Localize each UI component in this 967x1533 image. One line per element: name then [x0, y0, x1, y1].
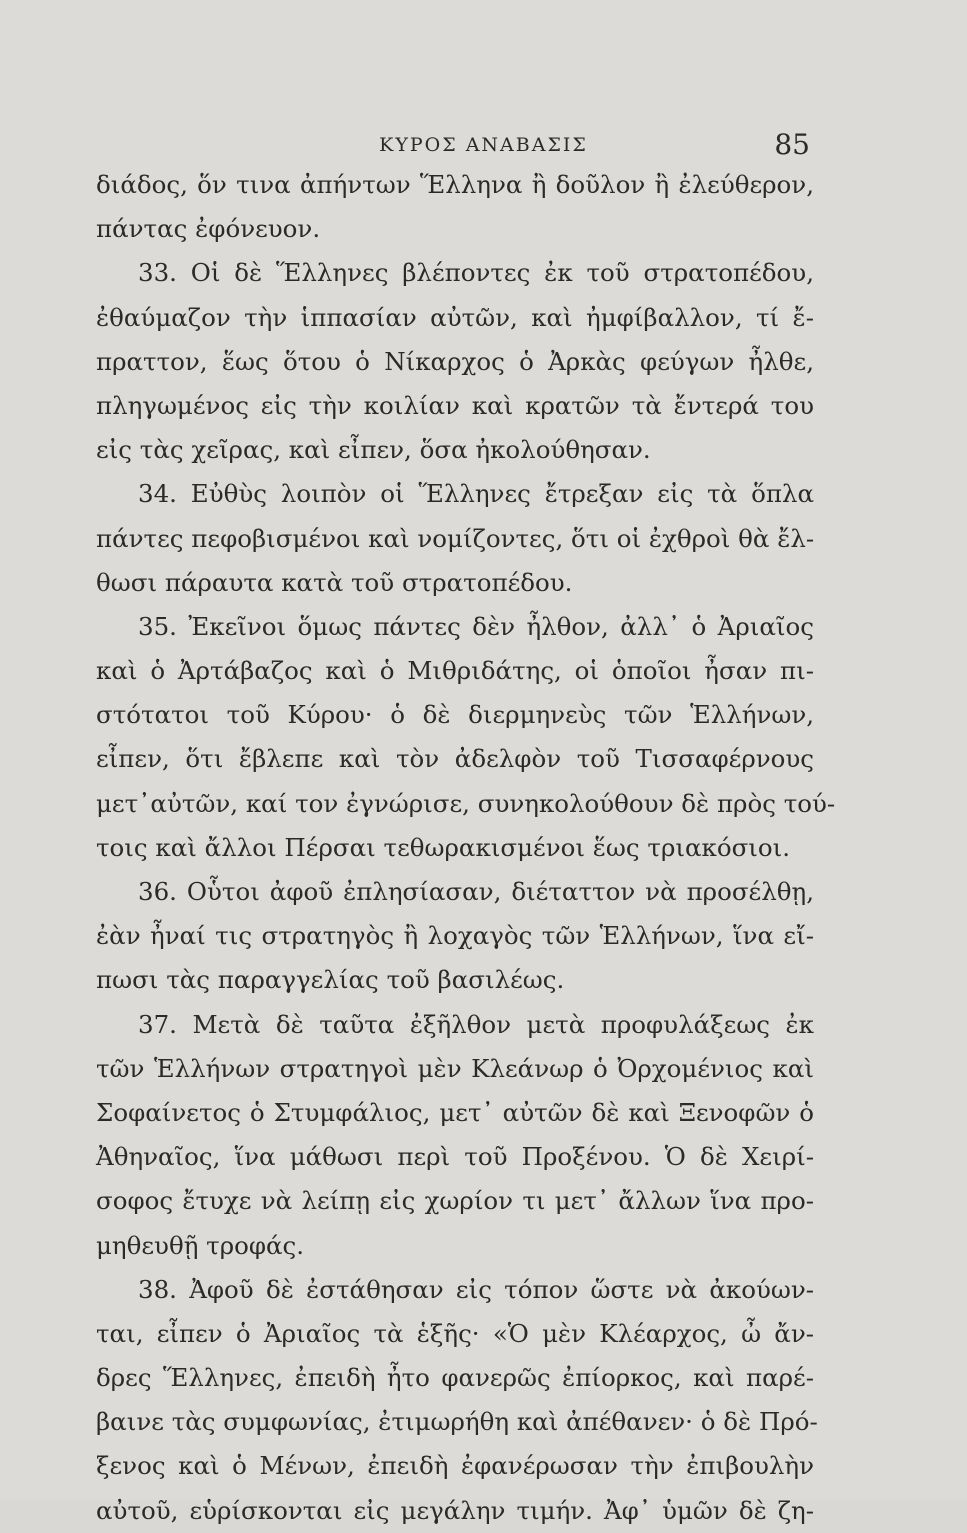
text-line: ται, εἶπεν ὁ Ἀριαῖος τὰ ἑξῆς· «Ὁ μὲν Κλέαρχος, ὦ ἄν- [96, 1318, 814, 1348]
text-line: διάδος, ὅν τινα ἀπήντων Ἕλληνα ἢ δοῦλον ἢ ἐλεύθερον, [96, 170, 814, 199]
text-line: τῶν Ἑλλήνων στρατηγοὶ μὲν Κλεάνωρ ὁ Ὀρχομένιος καὶ [96, 1053, 814, 1083]
text-line: στότατοι τοῦ Κύρου· ὁ δὲ διερμηνεὺς τῶν Ἑλλήνων, [96, 700, 814, 730]
paragraph-38-start: 38. Ἀφοῦ δὲ ἐστάθησαν εἰς τόπον ὥστε νὰ ἀκούων- [138, 1274, 814, 1304]
paragraph-34-start: 34. Εὐθὺς λοιπὸν οἱ Ἕλληνες ἔτρεξαν εἰς τὰ ὅπλα [138, 479, 814, 509]
text-line: ξενος καὶ ὁ Μένων, ἐπειδὴ ἐφανέρωσαν τὴν ἐπιβουλὴν [96, 1451, 814, 1481]
text-line: πραττον, ἕως ὅτου ὁ Νίκαρχος ὁ Ἀρκὰς φεύγων ἦλθε, [96, 346, 814, 376]
body-text [96, 163, 836, 1533]
text-line: εἶπεν, ὅτι ἔβλεπε καὶ τὸν ἀδελφὸν τοῦ Τισσαφέρνους [96, 744, 814, 774]
text-line: πάντας ἐφόνευον. [96, 214, 321, 244]
text-line: βαινε τὰς συμφωνίας, ἐτιμωρήθη καὶ ἀπέθανεν· ὁ δὲ Πρό- [96, 1407, 818, 1437]
text-line: Σοφαίνετος ὁ Στυμφάλιος, μετ᾽ αὐτῶν δὲ καὶ Ξενοφῶν ὁ [96, 1097, 814, 1127]
text-line: μηθευθῇ τροφάς. [96, 1230, 305, 1260]
text-line: θωσι πάραυτα κατὰ τοῦ στρατοπέδου. [96, 567, 573, 597]
text-line: τοις καὶ ἄλλοι Πέρσαι τεθωρακισμένοι ἕως τριακόσιοι. [96, 832, 791, 862]
text-line: δρες Ἕλληνες, ἐπειδὴ ἦτο φανερῶς ἐπίορκος, καὶ παρέ- [96, 1363, 814, 1393]
text-line: πάντες πεφοβισμένοι καὶ νομίζοντες, ὅτι οἱ ἐχθροὶ θὰ ἔλ- [96, 523, 815, 553]
text-line: καὶ ὁ Ἀρτάβαζος καὶ ὁ Μιθριδάτης, οἱ ὁποῖοι ἦσαν πι- [96, 656, 814, 686]
text-line: μετ᾽αὐτῶν, καί τον ἐγνώρισε, συνηκολούθουν δὲ πρὸς τού- [96, 788, 836, 818]
text-line: πληγωμένος εἰς τὴν κοιλίαν καὶ κρατῶν τὰ ἔντερά του [96, 390, 814, 420]
running-title: ΚΥΡΟΣ ΑΝΑΒΑΣΙΣ [379, 134, 588, 156]
text-line: πωσι τὰς παραγγελίας τοῦ βασιλέως. [96, 965, 565, 995]
paragraph-35-start: 35. Ἐκεῖνοι ὅμως πάντες δὲν ἦλθον, ἀλλ᾽ ὁ Ἀριαῖος [138, 611, 814, 641]
paragraph-33-start: 33. Οἱ δὲ Ἕλληνες βλέποντες ἐκ τοῦ στρατοπέδου, [138, 258, 814, 288]
text-line: εἰς τὰς χεῖρας, καὶ εἶπεν, ὅσα ἠκολούθησαν. [96, 435, 651, 465]
text-line: σοφος ἔτυχε νὰ λείπῃ εἰς χωρίον τι μετ᾽ ἄλλων ἵνα προ- [96, 1186, 814, 1216]
text-line: ἐὰν ἦναί τις στρατηγὸς ἢ λοχαγὸς τῶν Ἑλλήνων, ἵνα εἴ- [96, 921, 814, 951]
text-line: Ἀθηναῖος, ἵνα μάθωσι περὶ τοῦ Προξένου. Ὁ δὲ Χειρί- [96, 1142, 814, 1172]
page-number: 85 [774, 128, 810, 161]
paragraph-37-start: 37. Μετὰ δὲ ταῦτα ἐξῆλθον μετὰ προφυλάξεως ἐκ [138, 1009, 814, 1039]
text-line: αὐτοῦ, εὑρίσκονται εἰς μεγάλην τιμήν. Ἀφ᾽ ὑμῶν δὲ ζη- [96, 1495, 814, 1525]
paragraph-36-start: 36. Οὗτοι ἀφοῦ ἐπλησίασαν, διέταττον νὰ προσέλθῃ, [138, 877, 814, 906]
text-line: ἐθαύμαζον τὴν ἱππασίαν αὐτῶν, καὶ ἠμφίβαλλον, τί ἔ- [96, 302, 814, 332]
page-header [0, 128, 967, 162]
